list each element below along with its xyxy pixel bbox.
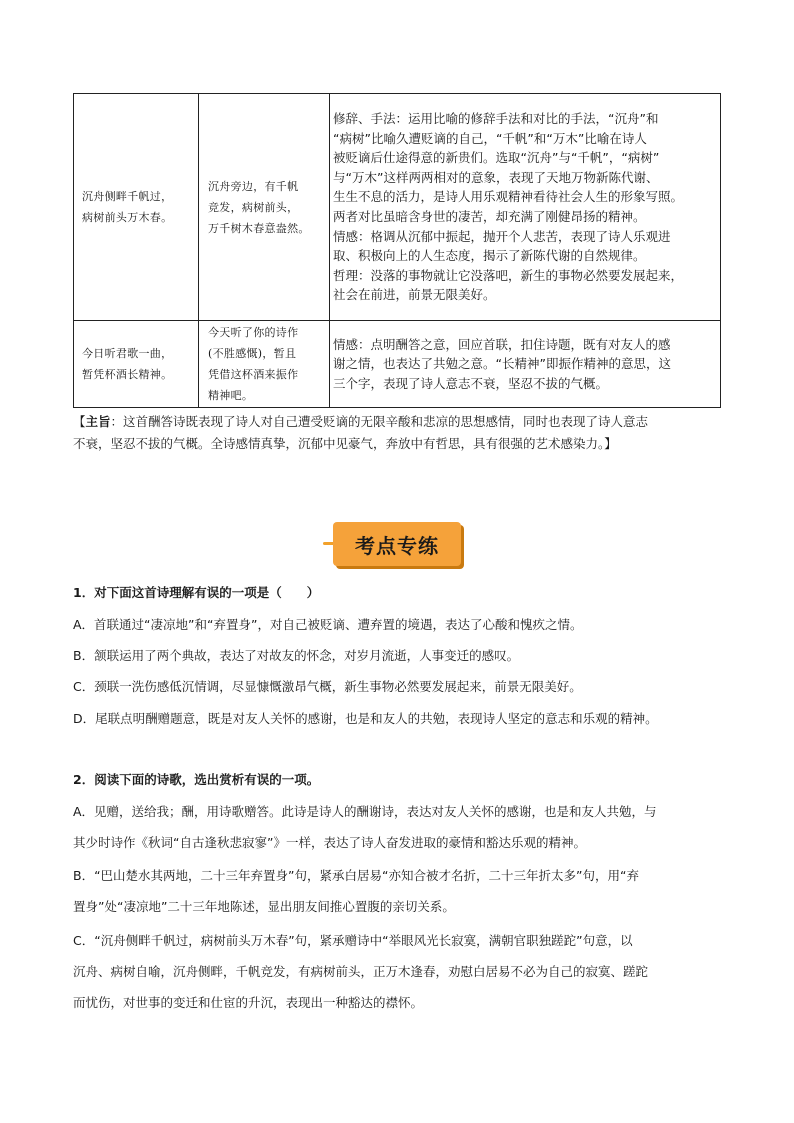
analysis-line: 谢之情，也表达了共勉之意。“长精神”即振作精神的意思，这 xyxy=(333,356,671,372)
analysis-line: 哲理：没落的事物就让它没落吧，新生的事物必然要发展起来， xyxy=(333,267,684,283)
question-1-option: D．尾联点明酬赠题意，既是对友人关怀的感谢，也是和友人的共勉，表现诗人坚定的意志和乐观的精神。 xyxy=(73,711,658,726)
option-line: B．“巴山楚水其两地，二十三年弃置身”句，紧承白居易“亦知合被才名折，二十三年折太多”句，用“弃 xyxy=(73,868,639,883)
analysis-line: 与“万木”这样两两相对的意象，表现了天地万物新陈代谢、 xyxy=(333,169,659,185)
analysis-line: 情感：点明酬答之意，回应首联，扣住诗题，既有对友人的感 xyxy=(333,336,671,352)
translation-line: (不胜感慨)，暂且 xyxy=(208,347,297,360)
analysis-line: 被贬谪后仕途得意的新贵们。选取“沉舟”与“千帆”，“病树” xyxy=(333,150,660,166)
option-line: C．“沉舟侧畔千帆过，病树前头万木春”句，紧承赠诗中“举眼风光长寂寞，满朝官职独蹉跎”句意，以 xyxy=(73,933,633,948)
analysis-line: 生生不息的活力，是诗人用乐观精神看待社会人生的形象写照。 xyxy=(333,189,684,205)
analysis-line: “病树”比喻久遭贬谪的自己，“千帆”和“万木”比喻在诗人 xyxy=(333,130,647,146)
verse-line: 暂凭杯酒长精神。 xyxy=(82,368,173,381)
banner-label: 考点专练 xyxy=(333,522,461,566)
poem-analysis-table xyxy=(73,93,721,408)
option-line: 沉舟、病树自喻，沉舟侧畔，千帆竞发，有病树前头，正万木逢春，劝慰白居易不必为自己的寂寞、蹉跎 xyxy=(73,964,649,979)
question-1-option: A．首联通过“凄凉地”和“弃置身”，对自己被贬谪、遭弃置的境遇，表达了心酸和愧疚之情。 xyxy=(73,617,583,632)
question-2-option-b xyxy=(73,860,725,922)
option-line: 而忧伤，对世事的变迁和仕宦的升沉，表现出一种豁达的襟怀。 xyxy=(73,995,424,1010)
verse-line: 沉舟侧畔千帆过， xyxy=(82,190,173,203)
translation-cell xyxy=(199,94,330,321)
verse-line: 今日听君歌一曲， xyxy=(82,347,173,360)
table-row xyxy=(74,94,721,321)
question-1-option: C．颈联一洗伤感低沉情调，尽显慷慨激昂气概，新生事物必然要发展起来，前景无限美好。 xyxy=(73,679,582,694)
option-line: 其少时诗作《秋词“自古逢秋悲寂寥”》一样，表达了诗人奋发进取的豪情和豁达乐观的精神。 xyxy=(73,835,586,850)
analysis-line: 社会在前进，前景无限美好。 xyxy=(333,287,496,303)
analysis-line: 修辞、手法：运用比喻的修辞手法和对比的手法，“沉舟”和 xyxy=(333,111,659,127)
analysis-cell xyxy=(330,321,721,408)
table-row xyxy=(74,321,721,408)
theme-summary xyxy=(73,411,725,455)
translation-line: 竞发，病树前头， xyxy=(208,200,299,214)
question-2-option-a xyxy=(73,796,725,858)
section-banner xyxy=(323,518,463,570)
summary-open-bracket: 【 xyxy=(73,414,86,429)
summary-text: 不衰，坚忍不拔的气概。全诗感情真挚，沉郁中见豪气，奔放中有哲思，具有很强的艺术感染力。】 xyxy=(73,436,617,451)
translation-line: 凭借这杯酒来振作 xyxy=(208,368,299,381)
analysis-line: 三个字，表现了诗人意志不衰，坚忍不拔的气概。 xyxy=(333,375,609,391)
question-2-option-c xyxy=(73,925,725,1018)
translation-line: 万千树木春意盎然。 xyxy=(208,221,310,235)
translation-cell xyxy=(199,321,330,408)
original-verse-cell xyxy=(74,321,199,408)
translation-line: 沉舟旁边，有千帆 xyxy=(208,179,299,193)
question-1-title: 1．对下面这首诗理解有误的一项是（ ） xyxy=(73,585,320,600)
option-line: 置身”处“凄凉地”二十三年地陈述，显出朋友间推心置腹的亲切关系。 xyxy=(73,899,455,914)
verse-line: 病树前头万木春。 xyxy=(82,211,173,224)
analysis-cell xyxy=(330,94,721,321)
question-1-option: B．颔联运用了两个典故，表达了对故友的怀念，对岁月流逝，人事变迁的感叹。 xyxy=(73,648,520,663)
option-line: A．见赠，送给我；酬，用诗歌赠答。此诗是诗人的酬谢诗，表达对友人关怀的感谢，也是和友人共勉，与 xyxy=(73,804,657,819)
translation-line: 今天听了你的诗作 xyxy=(208,326,299,339)
summary-key: 主旨 xyxy=(85,414,111,429)
analysis-line: 两者对比虽暗含身世的凄苦，却充满了刚健昂扬的精神。 xyxy=(333,209,646,224)
original-verse-cell xyxy=(74,94,199,321)
question-2-title: 2．阅读下面的诗歌，选出赏析有误的一项。 xyxy=(73,772,320,787)
summary-text: ：这首酬答诗既表现了诗人对自己遭受贬谪的无限辛酸和悲凉的思想感情，同时也表现了诗人意志 xyxy=(110,414,649,429)
translation-line: 精神吧。 xyxy=(208,389,254,402)
analysis-line: 取、积极向上的人生态度，揭示了新陈代谢的自然规律。 xyxy=(333,248,646,264)
analysis-line: 情感：格调从沉郁中振起，抛开个人悲苦，表现了诗人乐观进 xyxy=(333,228,671,244)
